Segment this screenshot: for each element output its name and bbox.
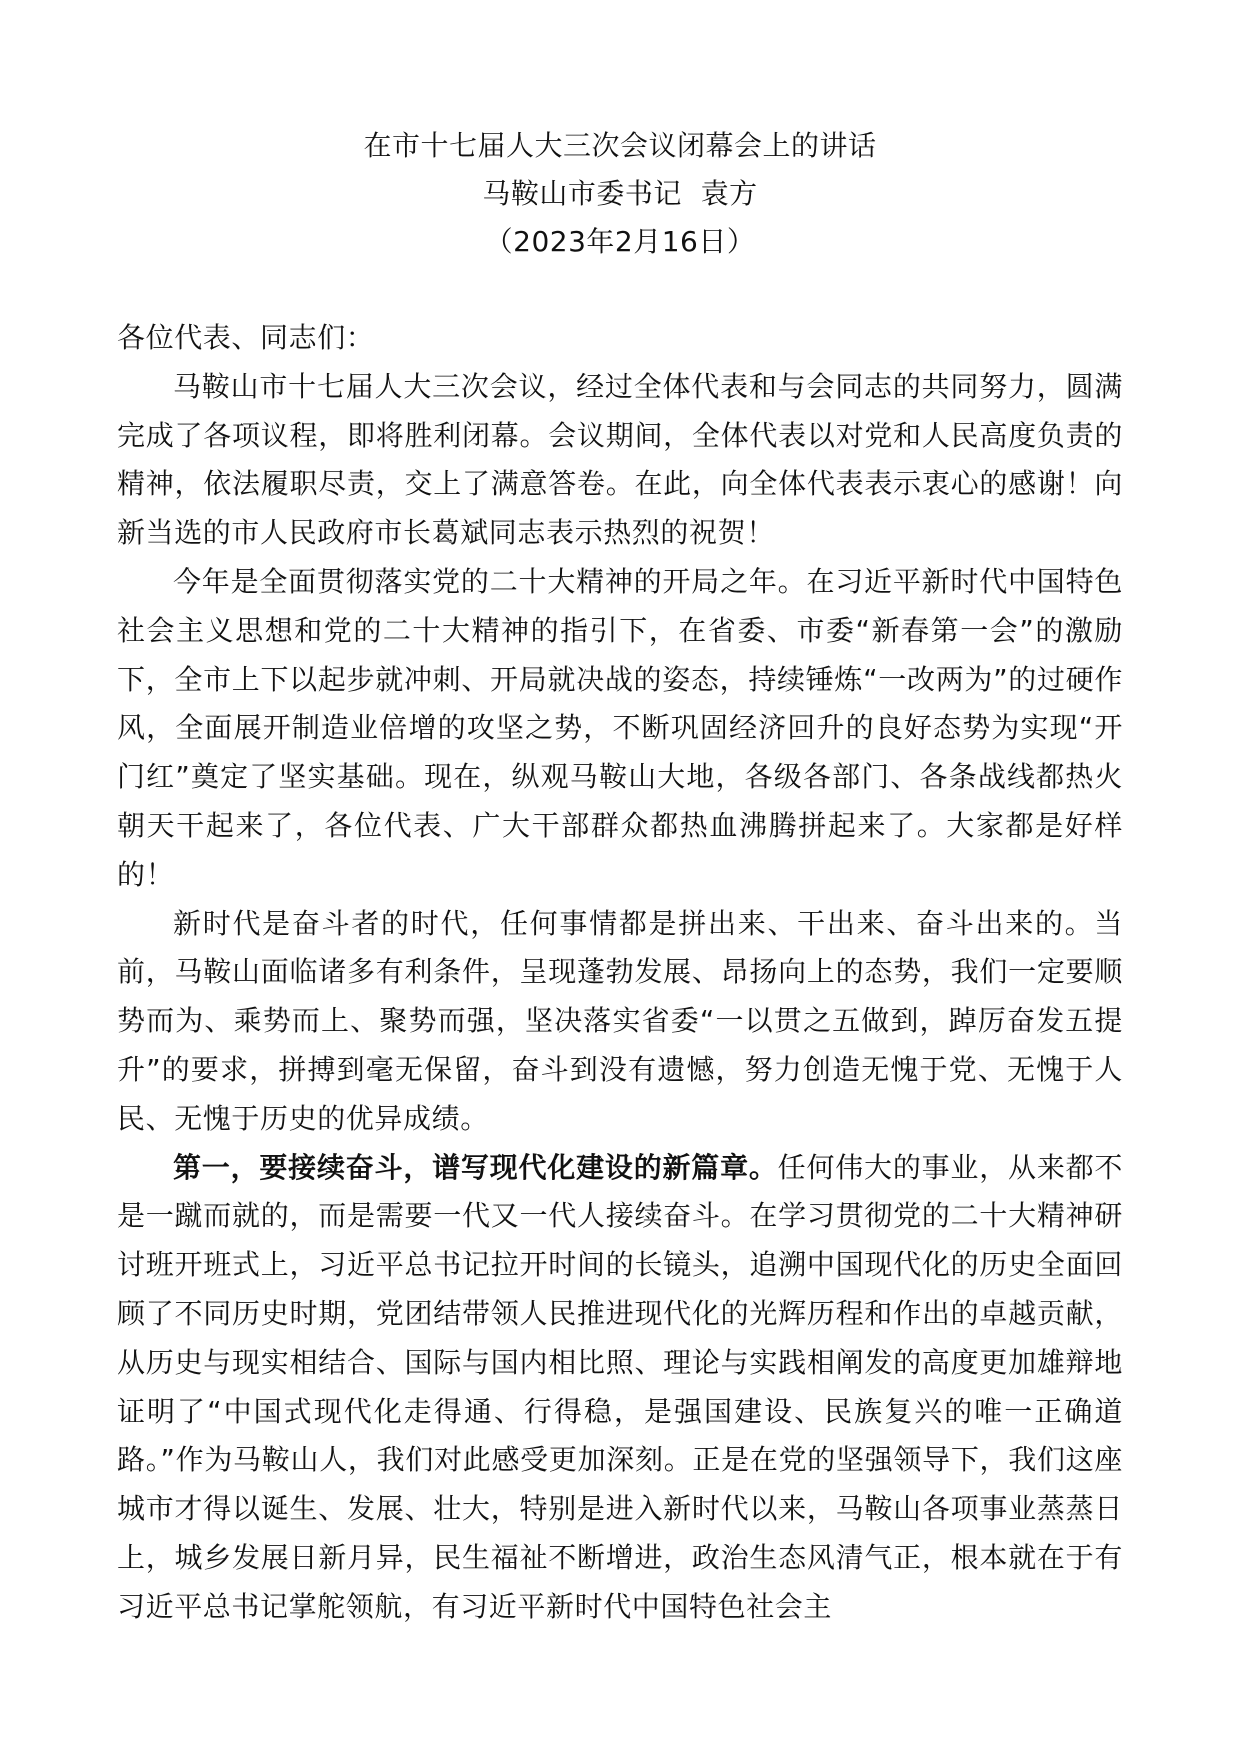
paragraph-4: [117, 1144, 1123, 1632]
author-line: 马鞍山市委书记 袁方: [482, 177, 758, 210]
document-title: 在市十七届人大三次会议闭幕会上的讲话: [363, 129, 877, 162]
salutation: 各位代表、同志们：: [117, 321, 375, 354]
paragraph-4-text: 任何伟大的事业，从来都不是一蹴而就的，而是需要一代又一代人接续奋斗。在学习贯彻党的二十大精神研讨班开班式上，习近平总书记拉开时间的长镜头，追溯中国现代化的历史全面回顾了不同历史时期，党团结带领人民推进现代化的光辉历程和作出的卓越贡献，从历史与现实相结合、国际与国内相比照、理论与实践相阐发的高度更加雄辩地证明了“中国式现代化走得通、行得稳，是强国建设、民族复兴的唯一正确道路。”作为马鞍山人，我们对此感受更加深刻。正是在党的坚强领导下，我们这座城市才得以诞生、发展、壮大，特别是进入新时代以来，马鞍山各项事业蒸蒸日上，城乡发展日新月异，民生福祉不断增进，政治生态风清气正，根本就在于有习近平总书记掌舵领航，有习近平新时代中国特色社会主: [117, 1150, 1124, 1623]
paragraph-3-text: 新时代是奋斗者的时代，任何事情都是拼出来、干出来、奋斗出来的。当前，马鞍山面临诸多有利条件，呈现蓬勃发展、昂扬向上的态势，我们一定要顺势而为、乘势而上、聚势而强，坚决落实省委“一以贯之五做到，踔厉奋发五提升”的要求，拼搏到毫无保留，奋斗到没有遗憾，努力创造无愧于党、无愧于人民、无愧于历史的优异成绩。: [117, 906, 1123, 1135]
paragraph-1-text: 马鞍山市十七届人大三次会议，经过全体代表和与会同志的共同努力，圆满完成了各项议程，即将胜利闭幕。会议期间，全体代表以对党和人民高度负责的精神，依法履职尽责，交上了满意答卷。在此，向全体代表表示衷心的感谢！向新当选的市人民政府市长葛斌同志表示热烈的祝贺！: [117, 369, 1123, 550]
paragraph-3: [117, 900, 1123, 1144]
paragraph-4-heading: 第一，要接续奋斗，谱写现代化建设的新篇章。: [173, 1150, 778, 1184]
date-line: （2023年2月16日）: [484, 225, 756, 258]
paragraph-2: [117, 558, 1123, 900]
speech-body: [117, 314, 1123, 1632]
paragraph-2-text: 今年是全面贯彻落实党的二十大精神的开局之年。在习近平新时代中国特色社会主义思想和党的二十大精神的指引下，在省委、市委“新春第一会”的激励下，全市上下以起步就冲刺、开局就决战的姿态，持续锤炼“一改两为”的过硬作风，全面展开制造业倍增的攻坚之势，不断巩固经济回升的良好态势为实现“开门红”奠定了坚实基础。现在，纵观马鞍山大地，各级各部门、各条战线都热火朝天干起来了，各位代表、广大干部群众都热血沸腾拼起来了。大家都是好样的！: [117, 564, 1123, 891]
paragraph-1: [117, 363, 1123, 558]
title-block: [0, 122, 1240, 266]
